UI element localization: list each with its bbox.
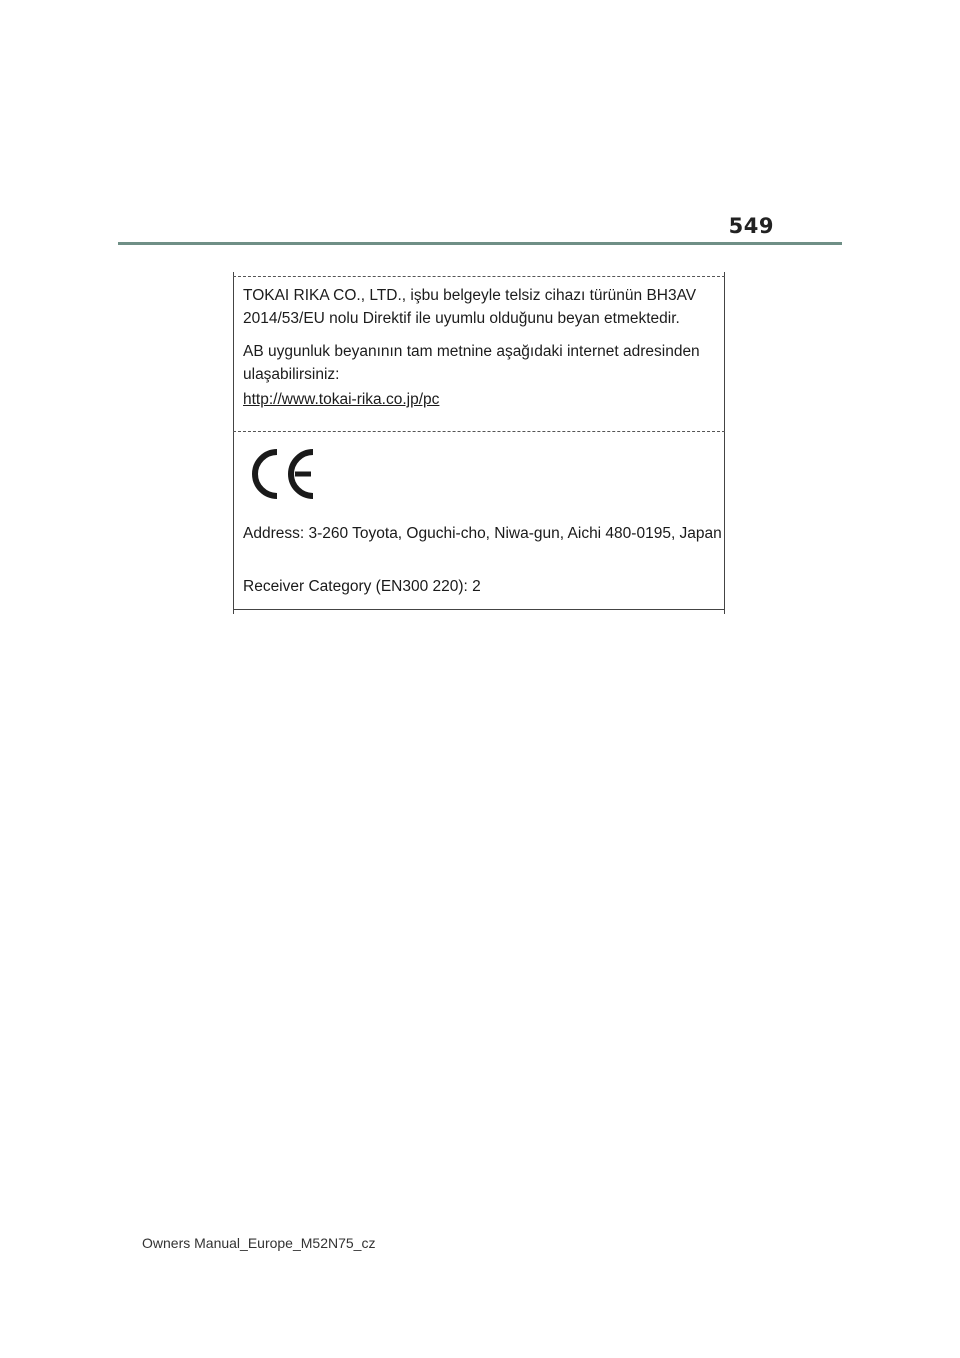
box-right-edge	[724, 272, 725, 614]
declaration-line-2: 2014/53/EU nolu Direktif ile uyumlu olduğunu beyan etmektedir.	[243, 310, 680, 327]
conformity-line-2: ulaşabilirsiniz:	[243, 366, 340, 383]
box-left-edge	[233, 272, 234, 614]
ce-mark-icon	[249, 446, 317, 502]
declaration-box	[233, 276, 725, 610]
footer-manual-id: Owners Manual_Europe_M52N75_cz	[142, 1235, 376, 1251]
box-bottom-rule	[233, 609, 725, 610]
conformity-url-link[interactable]: http://www.tokai-rika.co.jp/pc	[243, 391, 440, 408]
declaration-text	[243, 284, 696, 330]
box-middle-dashed-rule	[233, 431, 725, 432]
conformity-line-1: AB uygunluk beyanının tam metnine aşağıdaki internet adresinden	[243, 343, 700, 360]
declaration-line-1: TOKAI RIKA CO., LTD., işbu belgeyle telsiz cihazı türünün BH3AV	[243, 287, 697, 304]
conformity-text	[243, 340, 700, 386]
header-rule	[118, 242, 842, 245]
page-number: 549	[728, 214, 774, 238]
address-text: Address: 3-260 Toyota, Oguchi-cho, Niwa-gun, Aichi 480-0195, Japan	[243, 525, 722, 542]
box-top-dashed-rule	[233, 276, 725, 277]
receiver-category-text: Receiver Category (EN300 220): 2	[243, 578, 481, 595]
